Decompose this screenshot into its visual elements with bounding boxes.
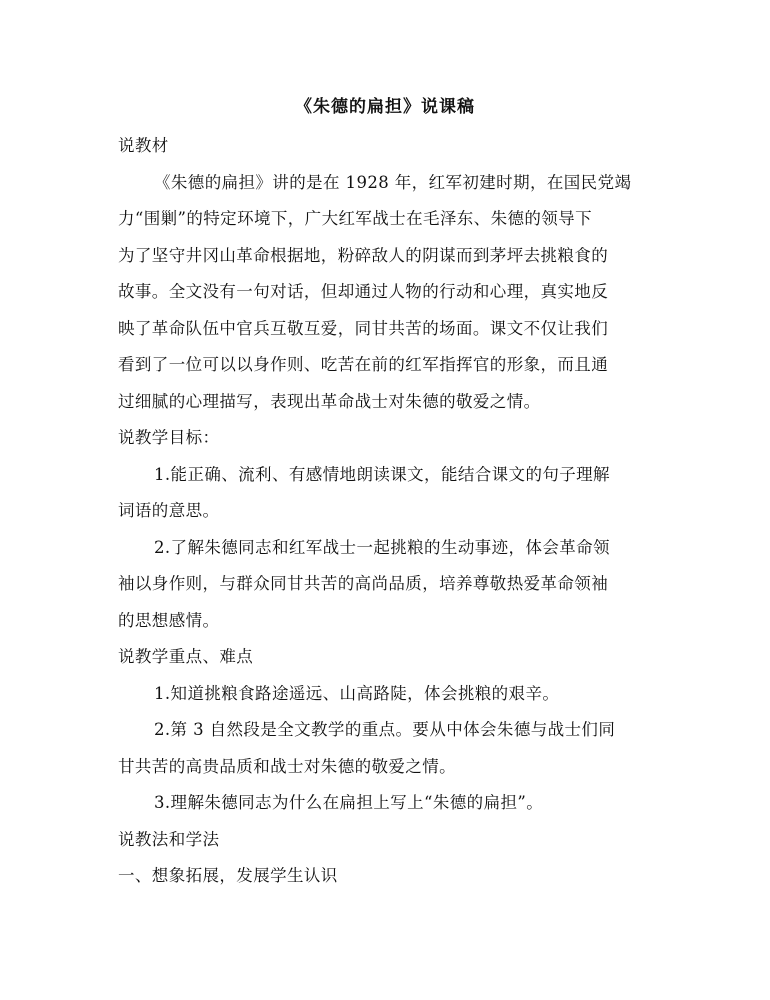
document-title: 《朱德的扁担》说课稿 bbox=[295, 97, 475, 117]
text-line: 过细腻的心理描写，表现出革命战士对朱德的敬爱之情。 bbox=[118, 391, 541, 411]
text-line: 看到了一位可以以身作则、吃苦在前的红军指挥官的形象，而且通 bbox=[118, 355, 609, 374]
text-line: 为了坚守井冈山革命根据地，粉碎敌人的阴谋而到茅坪去挑粮食的 bbox=[118, 245, 609, 265]
text-line: 1.知道挑粮食路途遥远、山高路陡，体会挑粮的艰辛。 bbox=[154, 683, 560, 703]
text-line: 的思想感情。 bbox=[118, 610, 220, 630]
text-line: 袖以身作则，与群众同甘共苦的高尚品质，培养尊敬热爱革命领袖 bbox=[118, 574, 609, 593]
text-line: 3.理解朱德同志为什么在扁担上写上“朱德的扁担”。 bbox=[154, 793, 544, 812]
document-body bbox=[118, 128, 652, 895]
text-line: 甘共苦的高贵品质和战士对朱德的敬爱之情。 bbox=[118, 756, 456, 776]
text-line: 2.第 3 自然段是全文教学的重点。要从中体会朱德与战士们同 bbox=[154, 720, 616, 739]
text-line: 说教学目标： bbox=[118, 428, 220, 447]
text-line: 说教学重点、难点 bbox=[118, 647, 254, 666]
text-line: 1.能正确、流利、有感情地朗读课文，能结合课文的句子理解 bbox=[154, 464, 610, 484]
text-line: 故事。全文没有一句对话，但却通过人物的行动和心理，真实地反 bbox=[118, 282, 609, 301]
text-line: 《朱德的扁担》讲的是在 1928 年，红军初建时期，在国民党竭 bbox=[154, 172, 632, 192]
text-line: 说教材 bbox=[118, 136, 169, 155]
text-line: 映了革命队伍中官兵互敬互爱，同甘共苦的场面。课文不仅让我们 bbox=[118, 318, 609, 338]
text-line: 一、想象拓展，发展学生认识 bbox=[118, 866, 338, 885]
text-line: 力“围剿”的特定环境下，广大红军战士在毛泽东、朱德的领导下 bbox=[118, 209, 592, 228]
text-line: 2.了解朱德同志和红军战士一起挑粮的生动事迹，体会革命领 bbox=[154, 537, 610, 557]
text-line: 说教法和学法 bbox=[118, 829, 220, 849]
text-line: 词语的意思。 bbox=[118, 501, 220, 520]
